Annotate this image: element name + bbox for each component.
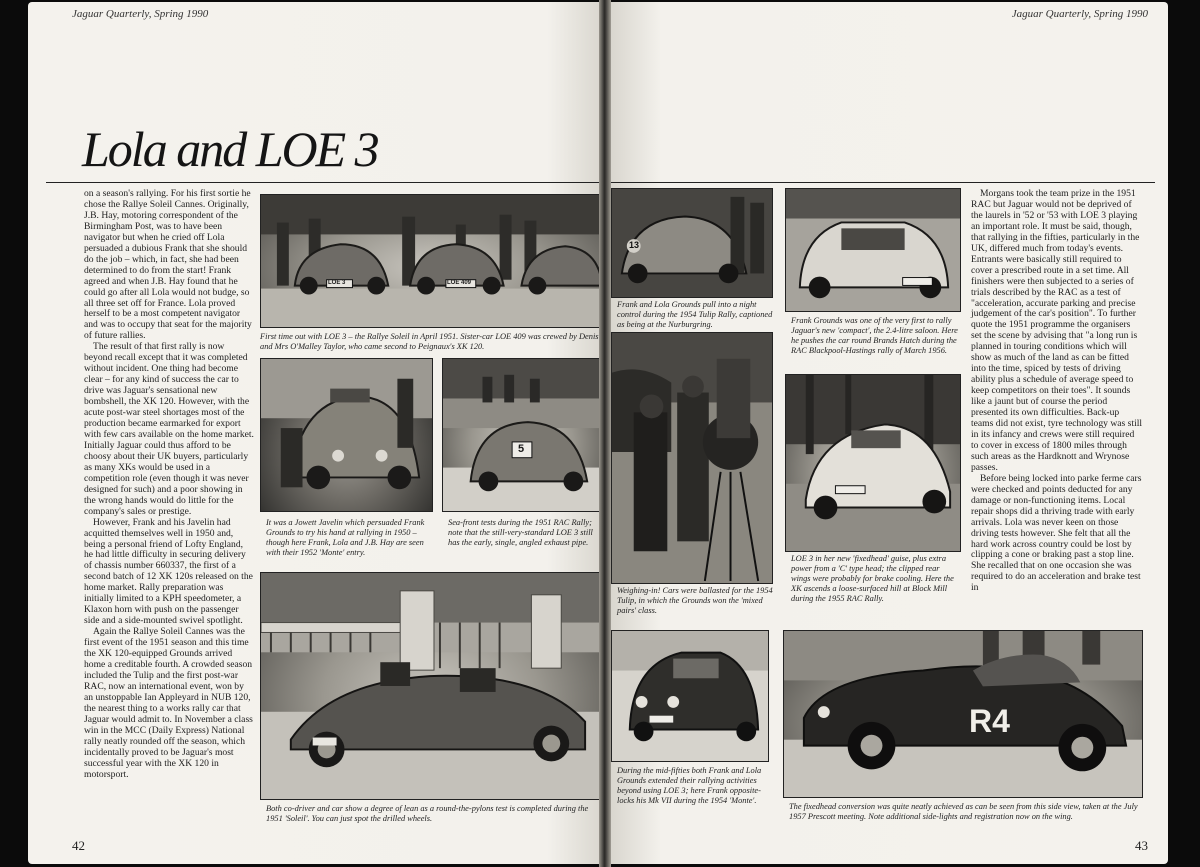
left-running-head: Jaguar Quarterly, Spring 1990 (72, 8, 209, 20)
caption-prescott-r4: The fixedhead conversion was quite neatly achieved as can be seen from this side view, taken at the July 1957 Prescott meeting. Note additional side-lights and registration now on the wing. (789, 802, 1138, 821)
tulip-race-number: 13 (629, 240, 640, 250)
left-page (28, 2, 605, 864)
photo-prescott-r4 (783, 630, 1143, 798)
photo-rallye-soleil (260, 194, 603, 328)
photo-pylons-test (260, 572, 603, 800)
photo-compact-saloon (785, 188, 961, 312)
right-body-column (971, 189, 1143, 594)
caption-mk-vii: During the mid-fifties both Frank and Lola Grounds extended their rallying activities beyond using LOE 3; here Frank opposite-locks his Mk VII during the 1954 'Monte'. (617, 766, 762, 805)
caption-rallye-soleil: First time out with LOE 3 – the Rallye Soleil in April 1951. Sister-car LOE 409 was crewed by Denis and Mrs O'Malley Taylor, who came second to Peignaux's XK 120. (260, 332, 599, 351)
right-page (605, 2, 1168, 864)
plate-loe409: LOE 409 (447, 280, 472, 286)
article-title: Lola and LOE 3 (82, 121, 378, 177)
caption-compact-saloon: Frank Grounds was one of the very first to rally Jaguar's new 'compact', the 2.4-litre saloon. Here he pushes the car round Brands Hatch during the RAC Blackpool-Hastings rally of March 1956. (791, 316, 958, 355)
right-page-number: 43 (1135, 838, 1148, 853)
photo-tulip-night-control (611, 188, 773, 298)
photo-jowett-javelin (260, 358, 433, 512)
jowett-javelin-illustration (261, 359, 432, 511)
left-paragraph: However, Frank and his Javelin had acquitted themselves well in 1950 and, being a personal friend of Lofty England, he had little difficulty in securing delivery of chassis number 660337, the first of a second batch of 12 XK 120s released on the home market. Rally preparation was initially limited to a KPH speedometer, a Klaxon horn with push on the passenger side and a side-mounted swivel spotlight. (84, 516, 253, 627)
caption-sea-front: Sea-front tests during the 1951 RAC Rally; note that the still-very-standard LOE 3 still has the early, single, angled exhaust pipe. (448, 518, 593, 547)
right-paragraph: Before being locked into parke ferme cars were checked and points deducted for any damage or non-functioning items. Local repair shops did a thriving trade with early arrivals. Lola was never keen on those driving tests however. She felt that all the hard work across country could be lost by clipping a cone or braking past a stop line. She recalled that on one occasion she was required to do an acceleration and brake test in (971, 472, 1142, 594)
rallye-soleil-illustration (261, 195, 602, 327)
seafront-race-number: 5 (518, 443, 525, 455)
caption-jowett-javelin: It was a Jowett Javelin which persuaded Frank Grounds to try his hand at rallying in 1950 – though here Frank, Lola and J.B. Hay are seen with their 1952 'Monte' entry. (266, 518, 425, 557)
right-running-head: Jaguar Quarterly, Spring 1990 (1011, 8, 1148, 20)
caption-weighing-in: Weighing-in! Cars were ballasted for the 1954 Tulip, in which the Grounds won the 'mixed pairs' class. (617, 586, 773, 615)
photo-sea-front (442, 358, 603, 512)
photo-fixedhead-hill (785, 374, 961, 552)
left-paragraph: Again the Rallye Soleil Cannes was the first event of the 1951 season and this time the XK 120-equipped Grounds arrived home a creditable fourth. A crowded season included the Tulip and the first post-war RAC, now an international event, won by an unstoppable Ian Appleyard in NUB 120, the nearest thing to a works rally car that Jaguar would admit to. In November a class win in the MCC (Daily Express) National rally neatly rounded off the season, which incidentally proved to be Jaguar's most successful year with the XK 120 in motorsport. (84, 626, 253, 780)
sea-front-illustration (443, 359, 602, 511)
mk-vii-illustration (612, 631, 768, 761)
compact-saloon-illustration (786, 189, 960, 311)
left-paragraph: on a season's rallying. For his first sortie he chose the Rallye Soleil Cannes. Originally, J.B. Hay, motoring correspondent of the Birmingham Post, was to have been navigator but when he cried off Lola persuaded a dubious Frank that she should do the job – which, in fact, she had been determined to do from the start! Frank agreed and when J.B. Hay found that he could go after all Lola would not budge, so all three set off for France. Lola proved herself to be a most competent navigator and was to occupy that seat for the majority of future rallies. (84, 188, 252, 342)
plate-loe3: LOE 3 (328, 280, 346, 286)
right-paragraph: Morgans took the team prize in the 1951 RAC but Jaguar would not be deprived of the laurels in '52 or '53 with LOE 3 playing an important role. It must be said, though, that rallying in the fifties, particularly in the UK, differed much from today's events. Entrants were basically still required to cover a prescribed route in a set time. All finishers were then subjected to a series of trials described by the RAC as a test of "acceleration, accurate parking and precise judgement of the car's position". To further quote the 1951 programme the organisers set the scene by advising that "a long run is planned in touring conditions which will show as much of the land as can be fitted into the time, spiced by tests of driving ability plus a schedule of average speed to keep competitors on their toes". It sounds like a jaunt but of course the period presented its own difficulties. Back-up teams did not exist, tyre technology was still in its infancy and crews were still required to cover in excess of 1800 miles through such areas as the Hardknott and Wrynose passes. (971, 188, 1143, 473)
caption-fixedhead-hill: LOE 3 in her new 'fixedhead' guise, plus extra power from a 'C' type head; the clipped rear wings were probably for brake cooling. Here the XK ascends a loose-surfaced hill at Block Mill during the 1955 RAC Rally. (791, 554, 954, 603)
pylons-test-illustration (261, 573, 602, 799)
photo-weighing-in (611, 332, 773, 584)
binding-gutter (599, 0, 611, 867)
weighing-in-illustration (612, 333, 772, 583)
left-paragraph: The result of that first rally is now beyond recall except that it was completed without incident. One thing had become clear – for any kind of success the car to drive was Jaguar's sensational new bombshell, the XK 120. However, with the acute post-war steel shortages most of the production became earmarked for export with few cars available on the home market. Initially Jaguar could thus afford to be choosy about their UK buyers, particularly as many XKs would be used in a competition role (even though it was never designed for such) and a poor showing in the wrong hands would do little for the company's sales or prestige. (84, 341, 254, 517)
photo-mk-vii (611, 630, 769, 762)
left-page-number: 42 (72, 838, 85, 853)
prescott-r4-illustration (784, 631, 1142, 797)
title-rule (46, 182, 605, 183)
prescott-race-number: R4 (969, 703, 1010, 739)
caption-tulip-night-control: Frank and Lola Grounds pull into a night control during the 1954 Tulip Rally, captioned as being at the Nurburgring. (617, 300, 773, 329)
fixedhead-hill-illustration (786, 375, 960, 551)
right-top-rule (605, 182, 1155, 183)
caption-pylons-test: Both co-driver and car show a degree of lean as a round-the-pylons test is completed during the 1951 'Soleil'. You can just spot the drilled wheels. (266, 804, 589, 823)
left-body-column (84, 189, 254, 780)
